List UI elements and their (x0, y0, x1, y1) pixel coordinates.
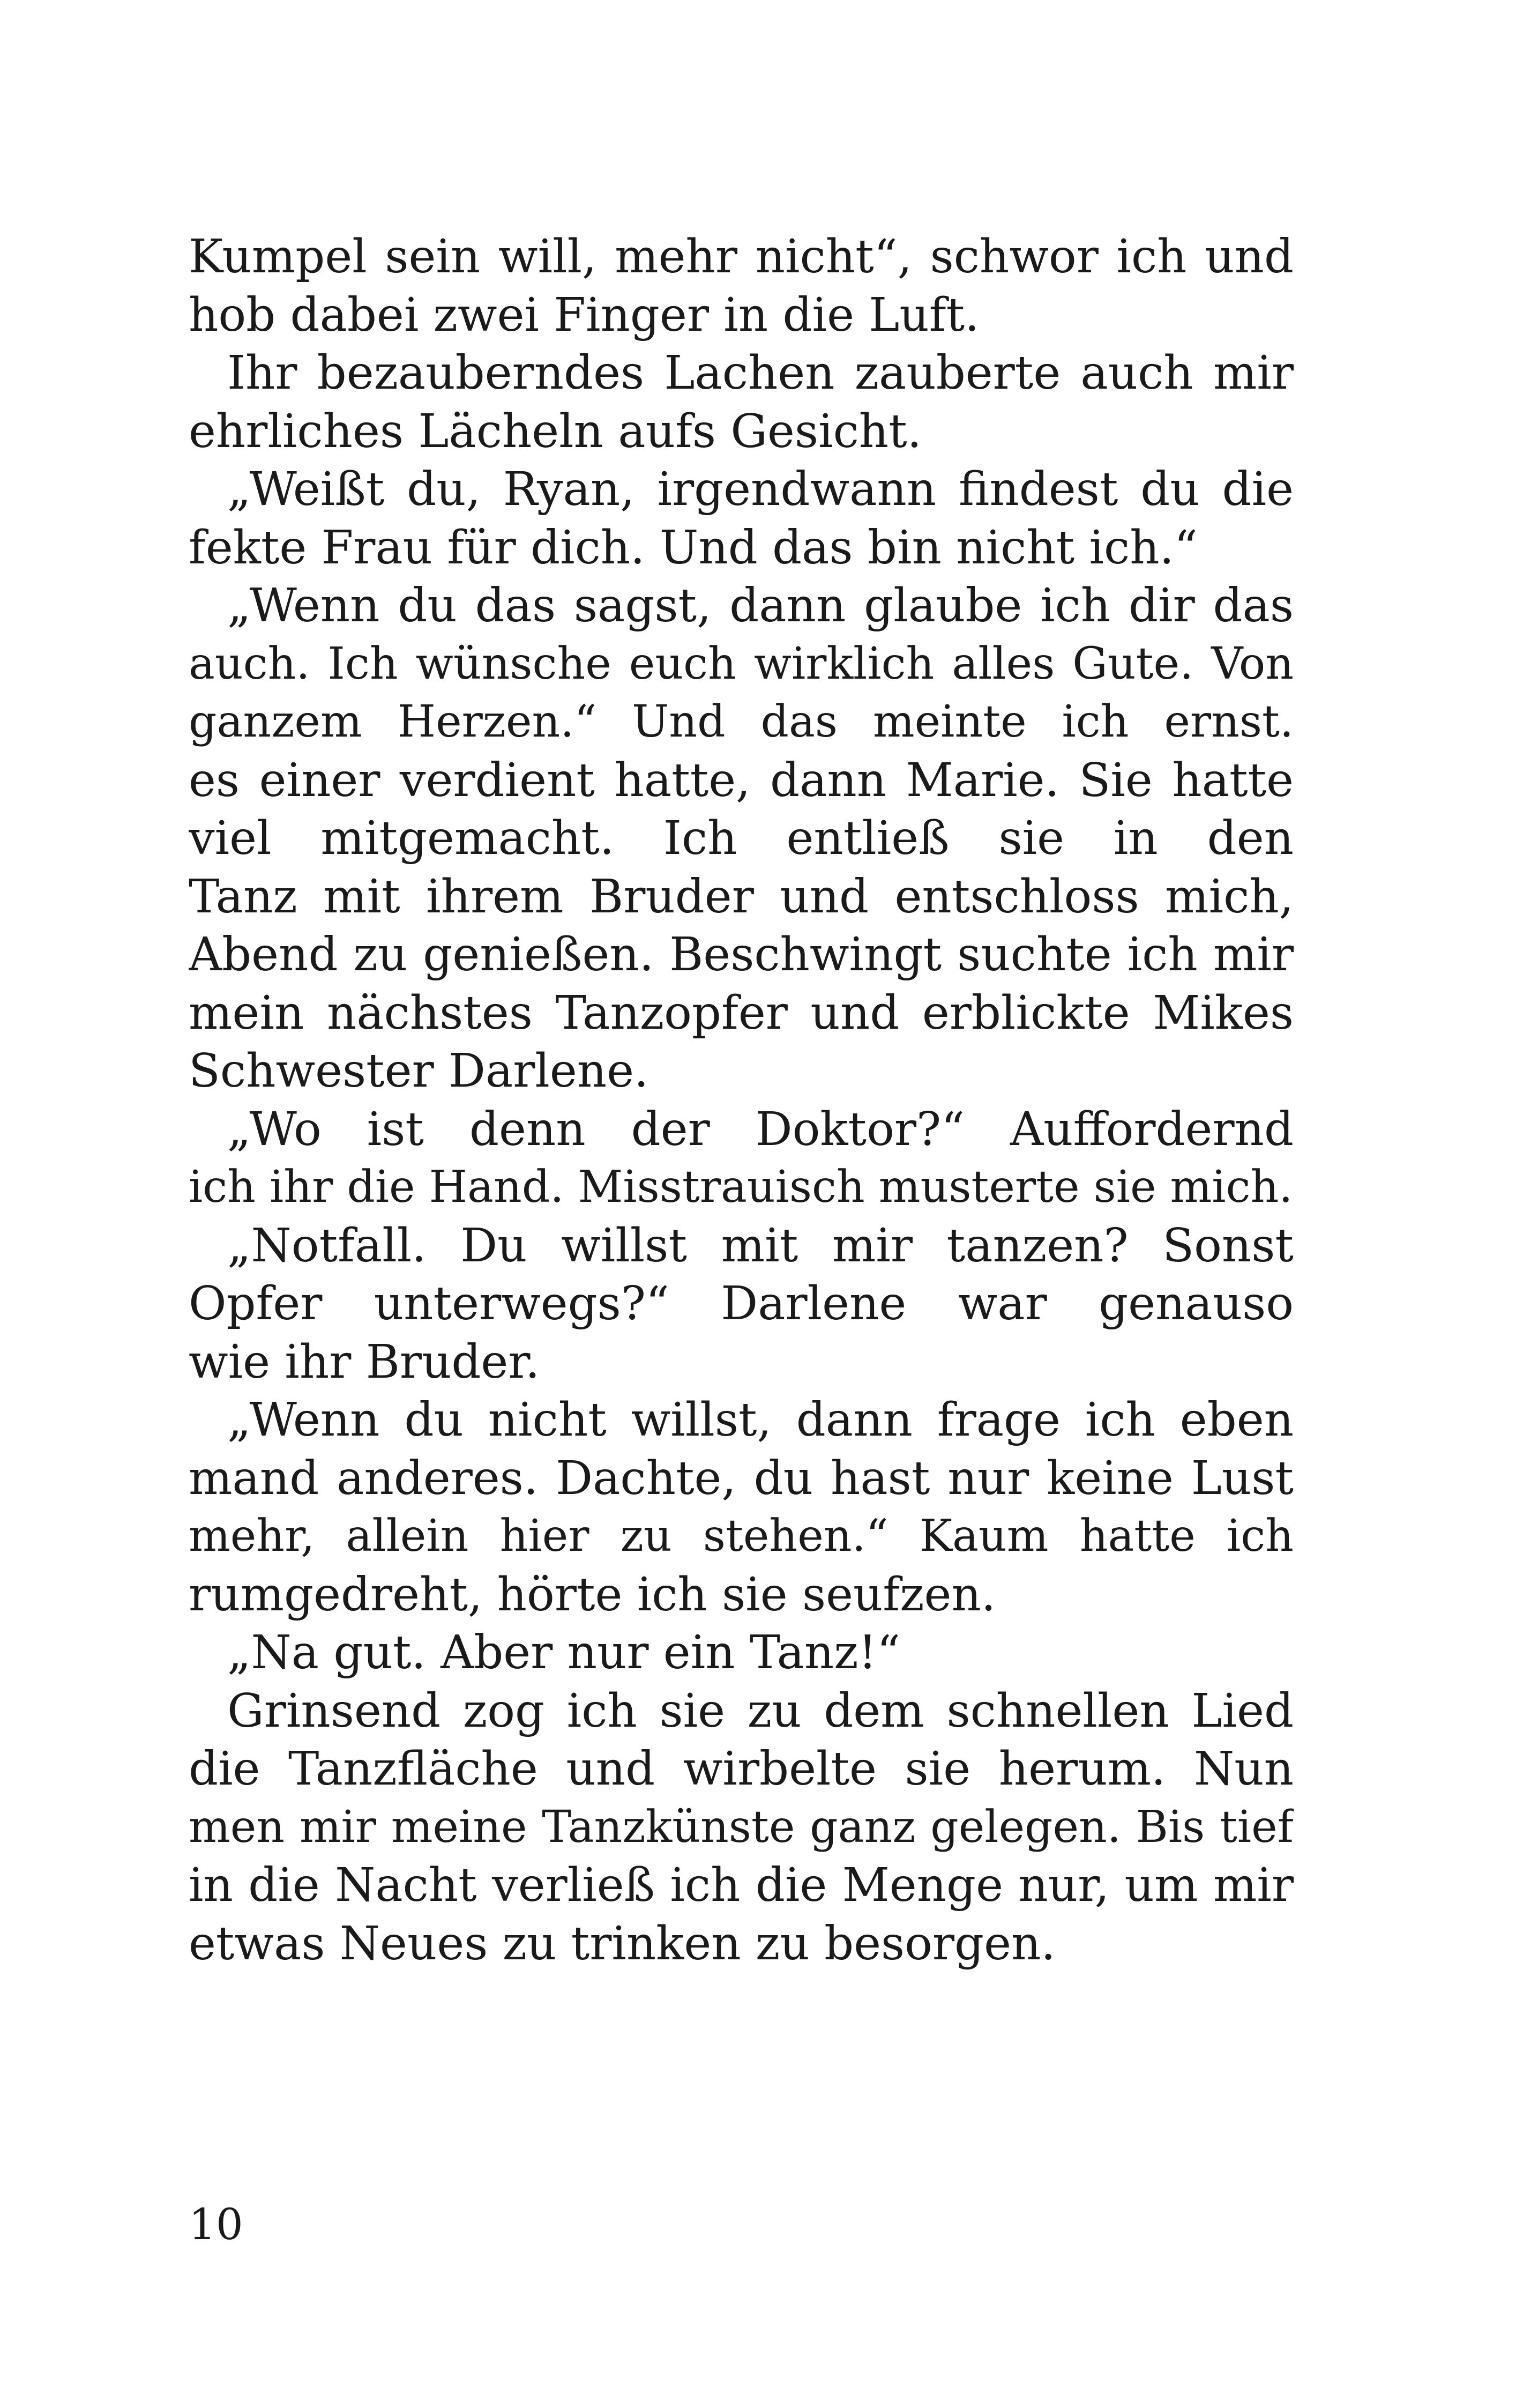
text-line: „Weißt du, Ryan, irgendwann findest du die (227, 463, 1294, 516)
text-line: Tanz mit ihrem Bruder und entschloss mich, (189, 869, 1294, 924)
text-line: „Wenn du nicht willst, dann frage ich eben (227, 1393, 1294, 1447)
text-line: men mir meine Tanzkünste ganz gelegen. Bis tief (189, 1801, 1294, 1853)
text-line: „Na gut. Aber nur ein Tanz!“ (227, 1626, 901, 1679)
text-line: rumgedreht, hörte ich sie seufzen. (189, 1567, 996, 1622)
text-line: ehrliches Lächeln aufs Gesicht. (189, 404, 922, 458)
text-line: Ihr bezauberndes Lachen zauberte auch mir (227, 346, 1294, 400)
text-line: mehr, allein hier zu stehen.“ Kaum hatte ich (189, 1511, 1294, 1562)
text-line: Schwester Darlene. (189, 1044, 649, 1098)
text-line: fekte Frau für dich. Und das bin nicht ich.“ (189, 521, 1198, 575)
text-line: Grinsend zog ich sie zu dem schnellen Lied (227, 1684, 1294, 1738)
text-line: es einer verdient hatte, dann Marie. Sie hatte (189, 753, 1294, 807)
text-line: ganzem Herzen.“ Und das meinte ich ernst. (189, 696, 1294, 747)
text-line: in die Nacht verließ ich die Menge nur, um mir (189, 1859, 1294, 1912)
text-line: mein nächstes Tanzopfer und erblickte Mikes (189, 986, 1294, 1040)
text-line: mand anderes. Dachte, du hast nur keine Lust (189, 1451, 1294, 1505)
text-line: wie ihr Bruder. (189, 1335, 540, 1389)
page-number: 10 (189, 2199, 243, 2249)
body-text (189, 228, 1294, 1973)
text-line: viel mitgemacht. Ich entließ sie in den (189, 812, 1294, 865)
text-line: „Notfall. Du willst mit mir tanzen? Sonst (227, 1218, 1294, 1273)
text-line: Abend zu genießen. Beschwingt suchte ich mir (189, 928, 1294, 982)
text-line: „Wo ist denn der Doktor?“ Auffordernd (227, 1102, 1294, 1156)
text-line: „Wenn du das sagst, dann glaube ich dir das (227, 579, 1294, 633)
text-line: Kumpel sein will, mehr nicht“, schwor ich und (189, 230, 1294, 284)
text-line: etwas Neues zu trinken zu besorgen. (189, 1916, 1056, 1971)
text-line: ich ihr die Hand. Misstrauisch musterte sie mich. (189, 1162, 1293, 1213)
text-line: Opfer unterwegs?“ Darlene war genauso (189, 1277, 1294, 1331)
text-line: die Tanzfläche und wirbelte sie herum. Nun (189, 1742, 1294, 1796)
text-line: hob dabei zwei Finger in die Luft. (189, 288, 980, 342)
text-line: auch. Ich wünsche euch wirklich alles Gute. Von (189, 638, 1294, 689)
